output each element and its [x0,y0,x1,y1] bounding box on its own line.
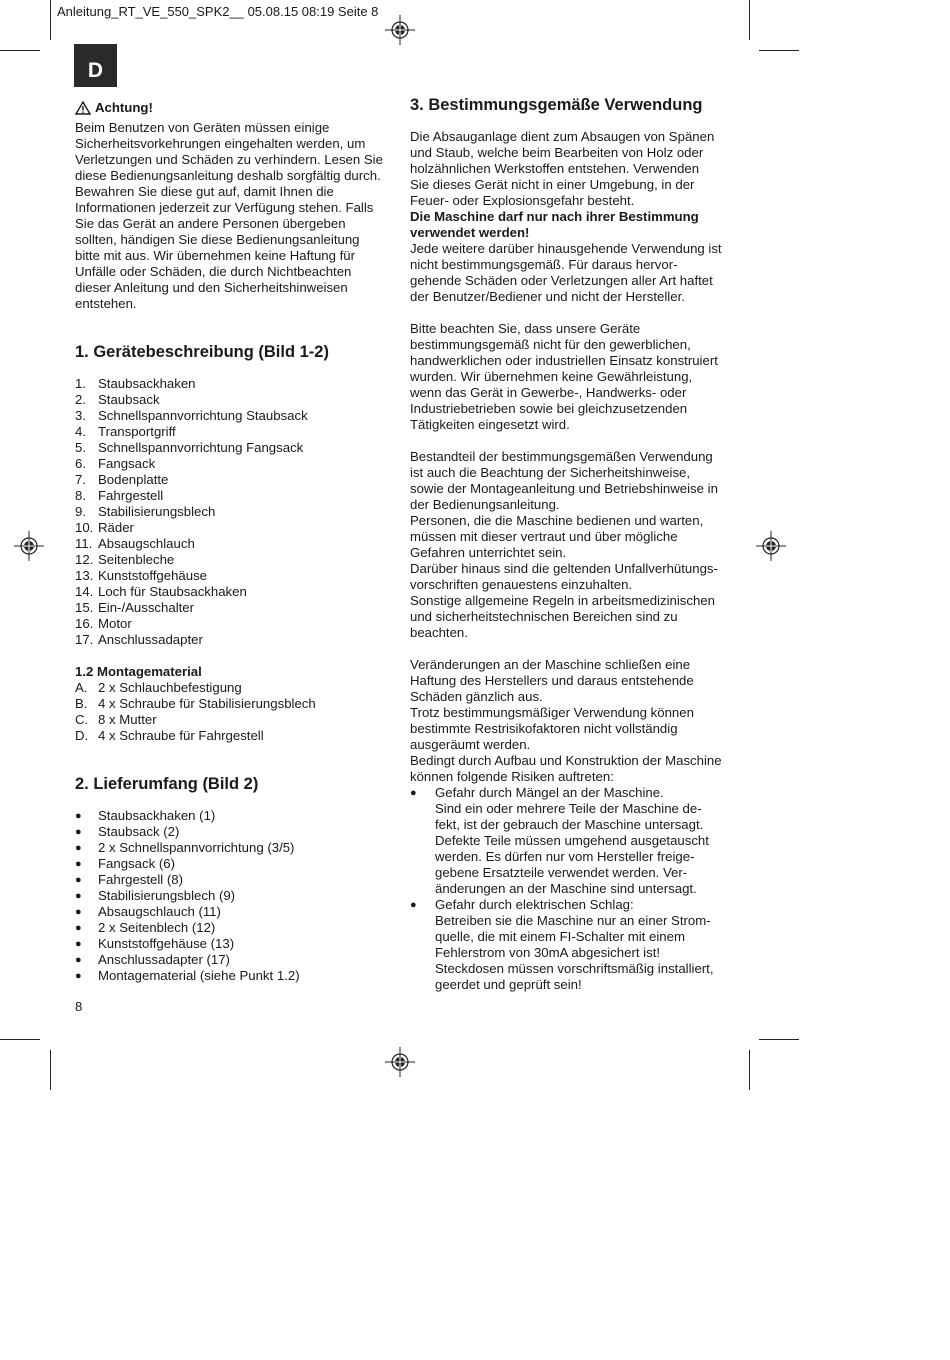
bullet-icon: ● [75,938,82,950]
text-line: Beim Benutzen von Geräten müssen einige [75,120,330,135]
text-line: änderungen an der Maschine sind untersagt. [435,881,697,896]
text-line: Tätigkeiten eingesetzt wird. [410,417,570,432]
residual-risk-paragraph [410,657,730,785]
bullet-icon: ● [75,826,82,838]
item-number: 3. [75,408,86,423]
item-number: A. [75,680,88,695]
list-item [75,440,393,456]
item-number: 4. [75,424,86,439]
crop-mark [50,1050,51,1090]
bullet-icon: ● [75,858,82,870]
text-line: Industriebetrieben sowie bei gleichzusetzenden [410,401,688,416]
intended-use-rest [410,241,730,305]
list-item [75,536,393,552]
list-item [75,840,393,856]
item-label: Fahrgestell [98,488,164,503]
text-line: Steckdosen müssen vorschriftsmäßig installiert, [435,961,714,976]
crop-mark [0,1039,40,1040]
list-item [75,952,393,968]
item-label: 8 x Mutter [98,712,157,727]
item-label: Räder [98,520,134,535]
item-number: 17. [75,632,94,647]
text-line: Bitte beachten Sie, dass unsere Geräte [410,321,641,336]
item-label: Montagematerial (siehe Punkt 1.2) [98,968,300,983]
item-number: 9. [75,504,86,519]
text-line: wurden. Wir übernehmen keine Gewährleistung, [410,369,693,384]
text-line: Haftung des Herstellers und daraus entstehende [410,673,694,688]
risk-item [410,785,730,897]
bullet-icon: ● [410,787,417,799]
crop-mark [759,1039,799,1040]
item-number: 5. [75,440,86,455]
text-line: Feuer- oder Explosionsgefahr besteht. [410,193,635,208]
item-number: 8. [75,488,86,503]
item-number: 10. [75,520,94,535]
language-code: D [87,59,104,82]
text-line: der Bedienungsanleitung. [410,497,560,512]
list-item [75,504,393,520]
list-item [75,808,393,824]
item-label: 4 x Schraube für Stabilisierungsblech [98,696,316,711]
text-line: handwerklichen oder industriellen Einsatz konstruiert [410,353,718,368]
registration-mark-icon [385,15,415,45]
item-number: 13. [75,568,94,583]
item-label: Absaugschlauch (11) [98,904,221,919]
text-line: Sicherheitsvorkehrungen eingehalten werden, um [75,136,366,151]
text-line: müssen mit dieser vertraut und über mögliche [410,529,678,544]
commercial-use-paragraph [410,321,730,433]
section-title-intended-use: 3. Bestimmungsgemäße Verwendung [410,96,703,114]
mount-title: 1.2 Montagematerial [75,664,202,679]
item-label: 2 x Schlauchbefestigung [98,680,242,695]
intended-use-paragraph [410,129,730,209]
list-item [75,920,393,936]
bullet-icon: ● [75,842,82,854]
list-item [75,424,393,440]
bullet-icon: ● [75,906,82,918]
list-item [75,856,393,872]
item-label: Stabilisierungsblech [98,504,216,519]
scope-list [75,808,393,984]
item-label: Fangsack [98,456,156,471]
item-label: Fangsack (6) [98,856,175,871]
text-line: bestimmungsgemäß nicht für den gewerblichen, [410,337,691,352]
item-label: Anschlussadapter [98,632,203,647]
text-line: vorschriften genauestens einzuhalten. [410,577,633,592]
item-label: Absaugschlauch [98,536,195,551]
bullet-icon: ● [75,810,82,822]
bullet-icon: ● [75,874,82,886]
item-label: 2 x Schnellspannvorrichtung (3/5) [98,840,295,855]
text-line: geerdet und geprüft sein! [435,977,582,992]
language-tab [74,44,117,87]
text-line: Schäden gänzlich aus. [410,689,543,704]
item-number: 12. [75,552,94,567]
item-label: Staubsackhaken (1) [98,808,216,823]
item-label: Staubsack (2) [98,824,180,839]
item-label: Anschlussadapter (17) [98,952,230,967]
item-label: Staubsack [98,392,160,407]
text-line: Defekte Teile müssen umgehend ausgetauscht [435,833,709,848]
bullet-icon: ● [75,970,82,982]
crop-mark [0,50,40,51]
bullet-icon: ● [75,954,82,966]
risk-text [435,785,709,897]
list-item [75,872,393,888]
text-line: ist auch die Beachtung der Sicherheitshinweise, [410,465,691,480]
text-line: Informationen jederzeit zur Verfügung stehen. Falls [75,200,374,215]
section-title-device-description: 1. Gerätebeschreibung (Bild 1-2) [75,343,329,361]
item-number: D. [75,728,89,743]
registration-mark-icon [756,531,786,561]
list-item [75,680,393,696]
list-item [75,888,393,904]
list-item [75,712,393,728]
left-column [75,100,393,984]
text-line: Bedingt durch Aufbau und Konstruktion der Maschine [410,753,722,768]
text-line: Sie dieses Gerät nicht in einer Umgebung, in der [410,177,695,192]
text-line: Jede weitere darüber hinausgehende Verwendung ist [410,241,722,256]
item-label: Motor [98,616,132,631]
intended-use-bold [410,209,730,241]
warning-heading [75,100,393,116]
item-label: Staubsackhaken [98,376,196,391]
list-item [75,904,393,920]
item-label: 4 x Schraube für Fahrgestell [98,728,264,743]
warning-title: Achtung! [95,100,153,115]
bullet-icon: ● [75,890,82,902]
item-label: Loch für Staubsackhaken [98,584,247,599]
list-item [75,472,393,488]
item-label: 2 x Seitenblech (12) [98,920,216,935]
text-line: bitte mit aus. Wir übernehmen keine Haftung für [75,248,356,263]
list-item [75,376,393,392]
text-line: Gefahr durch Mängel an der Maschine. [435,785,664,800]
text-line: gebene Ersatzteile verwendet werden. Ver- [435,865,688,880]
text-line: Betreiben sie die Maschine nur an einer Strom- [435,913,711,928]
text-line: werden. Es dürfen nur vom Hersteller freige- [435,849,695,864]
item-label: Bodenplatte [98,472,169,487]
text-line: Personen, die die Maschine bedienen und warten, [410,513,704,528]
registration-mark-icon [385,1047,415,1077]
text-line: Bewahren Sie diese gut auf, damit Ihnen die [75,184,334,199]
text-line: Sie das Gerät an andere Personen übergeben [75,216,346,231]
item-number: C. [75,712,89,727]
item-number: 16. [75,616,94,631]
list-item [75,520,393,536]
text-line: Die Maschine darf nur nach ihrer Bestimmung [410,209,699,224]
item-label: Seitenbleche [98,552,175,567]
list-item [75,696,393,712]
item-number: 6. [75,456,86,471]
list-item [75,552,393,568]
text-line: Sind ein oder mehrere Teile der Maschine de- [435,801,702,816]
text-line: dieser Anleitung und den Sicherheitshinweisen [75,280,348,295]
list-item [75,408,393,424]
list-item [75,568,393,584]
list-item [75,600,393,616]
crop-mark [50,0,51,40]
item-label: Transportgriff [98,424,176,439]
item-label: Schnellspannvorrichtung Fangsack [98,440,304,455]
text-line: beachten. [410,625,468,640]
item-number: 7. [75,472,86,487]
list-item [75,632,393,648]
text-line: Gefahren unterrichtet sein. [410,545,567,560]
text-line: können folgende Risiken auftreten: [410,769,614,784]
list-item [75,488,393,504]
item-label: Kunststoffgehäuse (13) [98,936,235,951]
right-column [410,95,730,993]
text-line: gehende Schäden oder Verletzungen aller Art haftet [410,273,713,288]
text-line: wenn das Gerät in Gewerbe-, Handwerks- oder [410,385,687,400]
text-line: Verletzungen und Schäden zu verhindern. Lesen Sie [75,152,383,167]
text-line: bestimmte Restrisikofaktoren nicht vollständig [410,721,678,736]
text-line: nicht bestimmungsgemäß. Für daraus hervor- [410,257,678,272]
text-line: Unfälle oder Schäden, die durch Nichtbeachten [75,264,352,279]
crop-mark [749,0,750,40]
section-title-delivery-scope: 2. Lieferumfang (Bild 2) [75,775,259,793]
list-item [75,824,393,840]
safety-paragraph [410,449,730,641]
bullet-icon: ● [410,899,417,911]
text-line: Fehlerstrom von 30mA abgesichert ist! [435,945,661,960]
text-line: Darüber hinaus sind die geltenden Unfallverhütungs- [410,561,718,576]
text-line: ausgeräumt werden. [410,737,531,752]
item-label: Ein-/Ausschalter [98,600,195,615]
item-label: Stabilisierungsblech (9) [98,888,236,903]
text-line: Sonstige allgemeine Regeln in arbeitsmedizinischen [410,593,715,608]
text-line: sowie der Montageanleitung und Betriebshinweise in [410,481,718,496]
item-label: Kunststoffgehäuse [98,568,208,583]
list-item [75,616,393,632]
parts-list [75,376,393,648]
text-line: entstehen. [75,296,137,311]
text-line: quelle, die mit einem FI-Schalter mit einem [435,929,685,944]
text-line: und Staub, welche beim Bearbeiten von Holz oder [410,145,704,160]
mount-list [75,680,393,744]
list-item [75,936,393,952]
item-number: 11. [75,536,93,551]
print-slug: Anleitung_RT_VE_550_SPK2__ 05.08.15 08:19 Seite 8 [57,4,379,19]
item-label: Schnellspannvorrichtung Staubsack [98,408,308,423]
crop-mark [749,1050,750,1090]
text-line: und sicherheitstechnischen Bereichen sind zu [410,609,678,624]
text-line: Gefahr durch elektrischen Schlag: [435,897,634,912]
item-number: 1. [75,376,86,391]
list-item [75,728,393,744]
item-number: 15. [75,600,94,615]
warning-text [75,120,393,312]
list-item [75,456,393,472]
item-number: 2. [75,392,86,407]
risk-text [435,897,714,993]
page-number: 8 [75,999,83,1014]
text-line: Trotz bestimmungsmäßiger Verwendung können [410,705,694,720]
text-line: Bestandteil der bestimmungsgemäßen Verwendung [410,449,713,464]
text-line: Veränderungen an der Maschine schließen eine [410,657,691,672]
text-line: der Benutzer/Bediener und nicht der Hersteller. [410,289,685,304]
bullet-icon: ● [75,922,82,934]
list-item [75,392,393,408]
list-item [75,584,393,600]
text-line: Die Absauganlage dient zum Absaugen von Spänen [410,129,715,144]
item-label: Fahrgestell (8) [98,872,184,887]
text-line: verwendet werden! [410,225,530,240]
risk-item [410,897,730,993]
text-line: fekt, ist der gebrauch der Maschine untersagt. [435,817,704,832]
crop-mark [759,50,799,51]
text-line: diese Bedienungsanleitung deshalb sorgfältig durch. [75,168,381,183]
list-item [75,968,393,984]
warning-triangle-icon [75,101,91,115]
registration-mark-icon [14,531,44,561]
item-number: B. [75,696,88,711]
item-number: 14. [75,584,94,599]
text-line: sollten, händigen Sie diese Bedienungsanleitung [75,232,360,247]
text-line: holzähnlichen Werkstoffen entstehen. Verwenden [410,161,700,176]
